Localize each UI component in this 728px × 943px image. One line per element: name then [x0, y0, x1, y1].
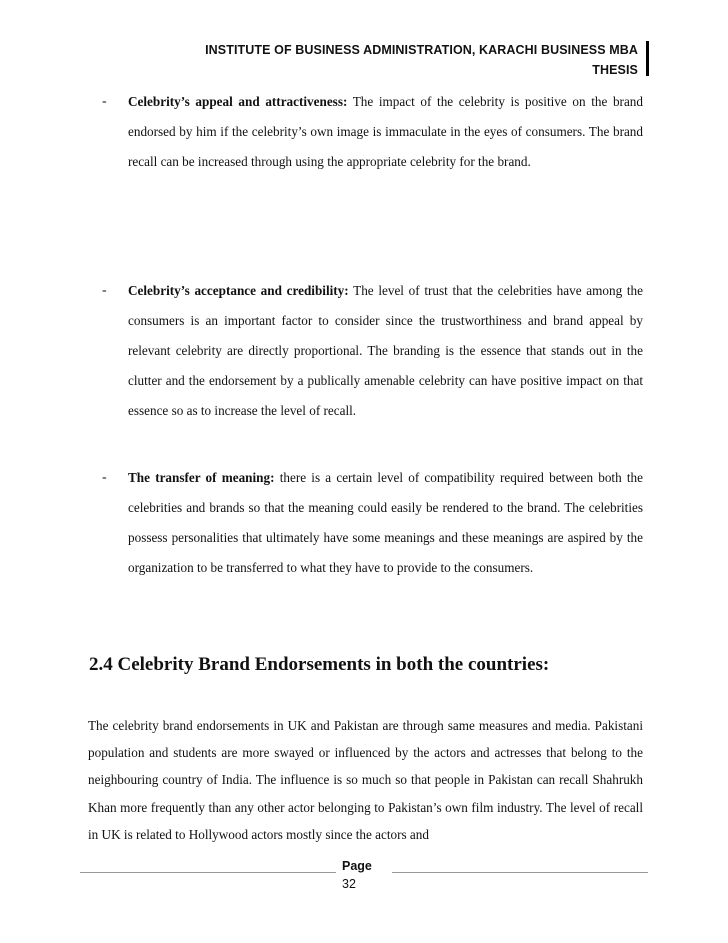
- bullet-dash: -: [102, 283, 107, 298]
- header-rule: [646, 41, 649, 76]
- header-line-1: INSTITUTE OF BUSINESS ADMINISTRATION, KARACHI BUSINESS MBA: [205, 43, 638, 57]
- bullet-text: The level of trust that the celebrities have among the consumers is an important factor to consider since the trustworthiness and brand appeal by relevant celebrity are directly proportional. The branding is the essence that stands out in the clutter and the endorsement by a publically amenable celebrity can have positive impact on that essence so as to increase the level of recall.: [128, 283, 643, 418]
- running-header: [150, 40, 638, 80]
- bullet-title: Celebrity’s acceptance and credibility:: [128, 283, 349, 298]
- footer-rule-left: [80, 872, 336, 873]
- page-label: Page: [342, 859, 372, 873]
- bullet-paragraph: [106, 463, 643, 583]
- body-paragraph: The celebrity brand endorsements in UK and Pakistan are through same measures and media. Pakistani population and students are more swayed or influenced by the actors and actresses that belong to the neighbouring country of India. The influence is so much so that people in Pakistan can recall Shahrukh Khan more frequently than any other actor belonging to Pakistan’s own film industry. The level of recall in UK is related to Hollywood actors mostly since the actors and: [88, 718, 643, 842]
- bullet-paragraph: [106, 87, 643, 177]
- bullet-item-credibility: [102, 276, 643, 426]
- bullet-item-transfer-of-meaning: [102, 463, 644, 583]
- bullet-dash: -: [102, 94, 107, 109]
- bullet-title: Celebrity’s appeal and attractiveness:: [128, 94, 348, 109]
- bullet-text: The impact of the celebrity is positive on the brand endorsed by him if the celebrity’s own image is immaculate in the eyes of consumers. The brand recall can be increased through using the appropriate celebrity for the brand.: [128, 94, 643, 169]
- bullet-paragraph: [106, 276, 643, 426]
- section-heading: 2.4 Celebrity Brand Endorsements in both the countries:: [89, 654, 550, 675]
- bullet-dash: -: [102, 470, 107, 485]
- footer-rule-right: [392, 872, 648, 873]
- bullet-title: The transfer of meaning:: [128, 470, 275, 485]
- bullet-text: there is a certain level of compatibility required between both the celebrities and brands so that the meaning could easily be rendered to the brand. The celebrities possess personalities that ultimately have some meanings and these meanings are aspired by the organization to be transferred to what they have to provide to the consumers.: [128, 470, 644, 575]
- header-line-2: THESIS: [592, 63, 638, 77]
- bullet-item-appeal: [102, 87, 643, 177]
- page-number: 32: [342, 877, 356, 891]
